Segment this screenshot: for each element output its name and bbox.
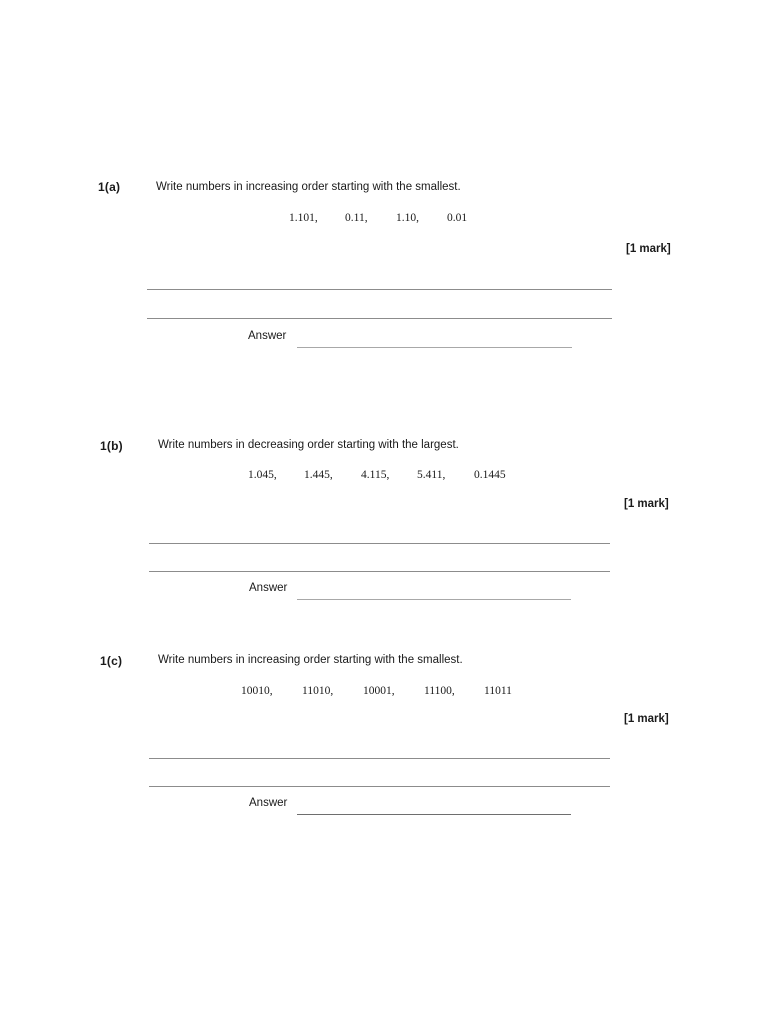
number-value: 11100,	[424, 685, 455, 697]
answer-line[interactable]	[297, 347, 572, 348]
number-value: 1.101,	[289, 212, 318, 224]
question-number: 1(b)	[100, 439, 123, 453]
question-number: 1(a)	[98, 180, 121, 194]
number-value: 1.445,	[304, 469, 333, 481]
working-line[interactable]	[147, 289, 612, 290]
number-value: 4.115,	[361, 469, 390, 481]
question-number: 1(c)	[100, 654, 123, 668]
working-line[interactable]	[149, 786, 610, 787]
number-value: 0.01	[447, 212, 468, 224]
number-value: 11011	[484, 685, 512, 697]
answer-label: Answer	[249, 582, 288, 594]
answer-line[interactable]	[297, 814, 571, 815]
number-list	[241, 685, 512, 697]
working-line[interactable]	[149, 571, 610, 572]
number-value: 5.411,	[417, 469, 446, 481]
question-prompt: Write numbers in decreasing order starting with the largest.	[158, 439, 459, 451]
working-line[interactable]	[149, 758, 610, 759]
mark-allocation: [1 mark]	[626, 243, 671, 255]
working-line[interactable]	[147, 318, 612, 319]
question-prompt: Write numbers in increasing order starting with the smallest.	[156, 181, 461, 193]
number-list	[289, 212, 467, 224]
answer-line[interactable]	[297, 599, 571, 600]
working-line[interactable]	[149, 543, 610, 544]
number-value: 0.1445	[474, 469, 506, 481]
mark-allocation: [1 mark]	[624, 498, 669, 510]
number-value: 1.10,	[396, 212, 419, 224]
number-list	[248, 469, 506, 481]
mark-allocation: [1 mark]	[624, 713, 669, 725]
answer-label: Answer	[248, 330, 287, 342]
number-value: 1.045,	[248, 469, 277, 481]
number-value: 0.11,	[345, 212, 368, 224]
number-value: 10001,	[363, 685, 395, 697]
number-value: 11010,	[302, 685, 334, 697]
answer-label: Answer	[249, 797, 288, 809]
number-value: 10010,	[241, 685, 273, 697]
question-prompt: Write numbers in increasing order starting with the smallest.	[158, 654, 463, 666]
